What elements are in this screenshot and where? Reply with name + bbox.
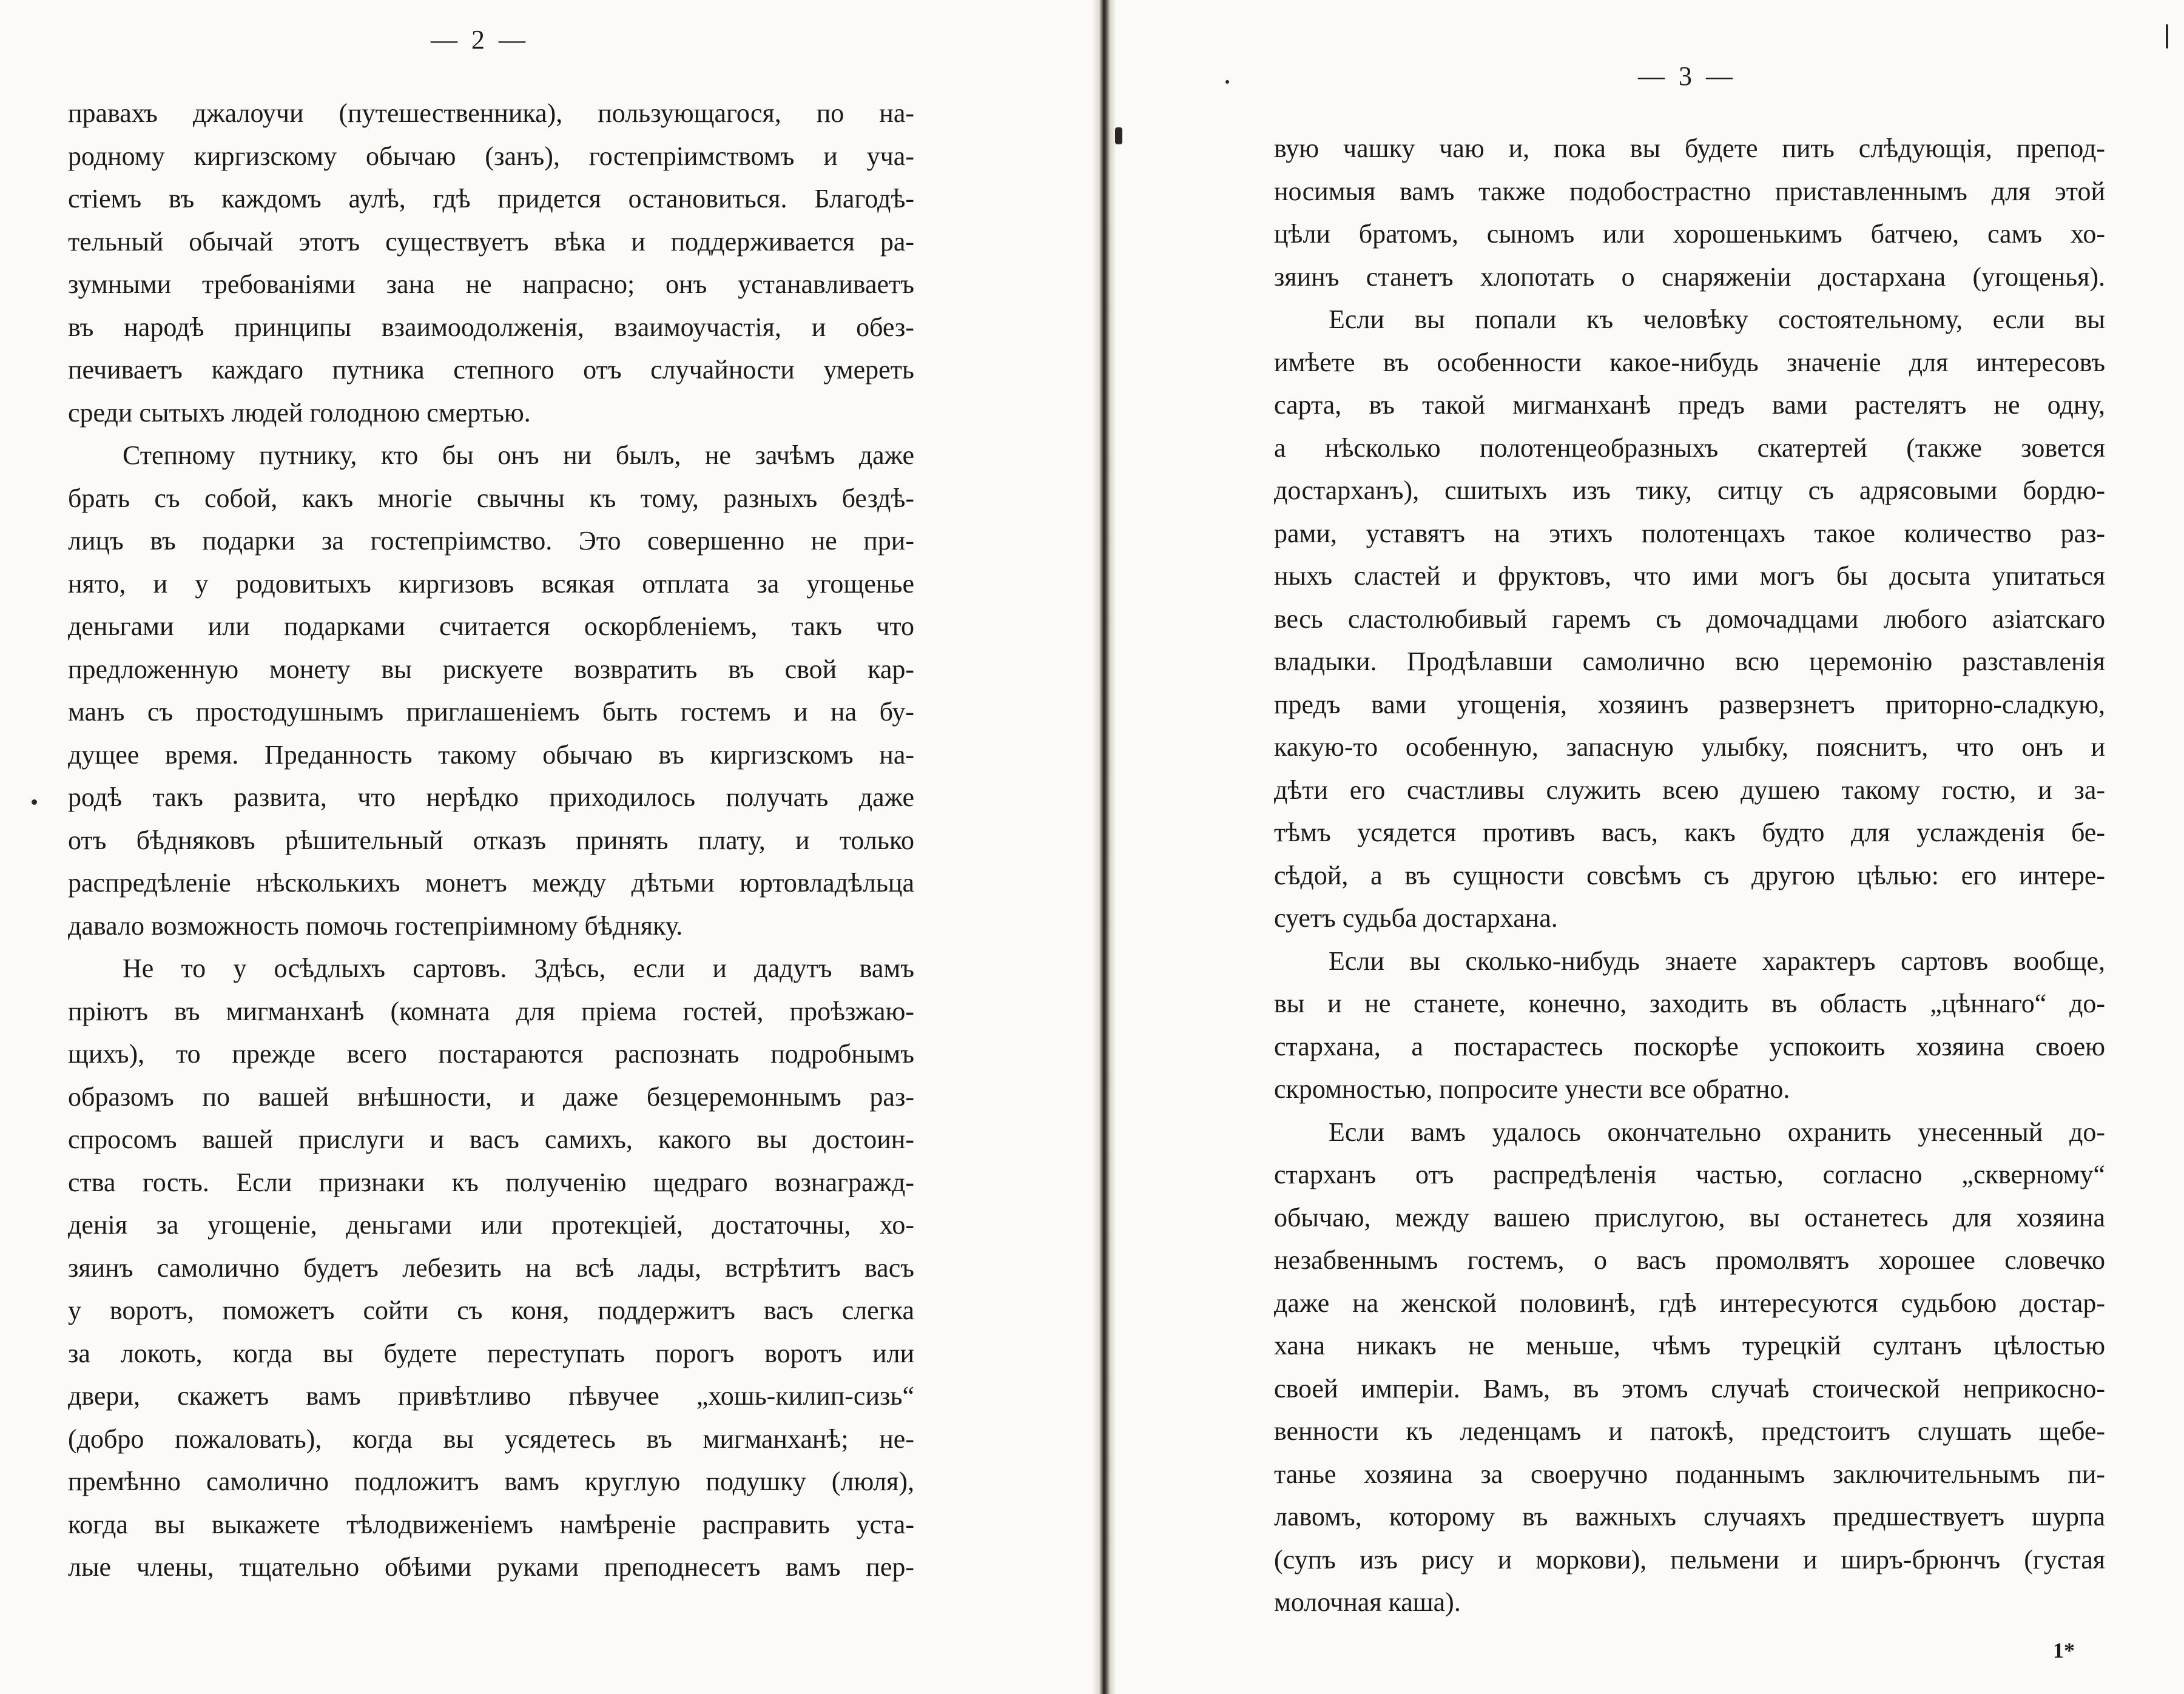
text-line: пріютъ въ мигманханѣ (комната для пріема гостей, проѣзжаю-	[68, 996, 914, 1026]
text-line: лавомъ, которому въ важныхъ случаяхъ предшествуетъ шурпа	[1274, 1502, 2105, 1531]
paragraph	[68, 434, 914, 947]
paragraph	[1274, 298, 2105, 940]
left-page	[0, 0, 1086, 1694]
text-line: нято, и у родовитыхъ киргизовъ всякая отплата за угощенье	[68, 568, 914, 599]
left-page-text	[68, 92, 914, 1589]
paragraph	[1274, 940, 2105, 1111]
text-line: вую чашку чаю и, пока вы будете пить слѣдующія, препод-	[1274, 133, 2105, 163]
text-line: Не то у осѣдлыхъ сартовъ. Здѣсь, если и дадутъ вамъ	[123, 953, 914, 983]
text-line: за локоть, когда вы будете переступать порогъ воротъ или	[68, 1338, 914, 1368]
text-line: лицъ въ подарки за гостепріимство. Это совершенно не при-	[68, 526, 914, 556]
text-line: старханъ отъ распредѣленія частью, согласно „скверному“	[1274, 1160, 2105, 1189]
text-line: а нѣсколько полотенцеобразныхъ скатертей (также зовется	[1274, 432, 2105, 463]
text-line: двери, скажетъ вамъ привѣтливо пѣвучее „хошь-килип-сизь“	[68, 1381, 914, 1411]
text-line: обычаю, между вашею прислугою, вы останетесь для хозяина	[1274, 1202, 2105, 1232]
print-speck	[1225, 80, 1229, 84]
paragraph	[68, 92, 914, 434]
text-line: скромностью, попросите унести все обратно.	[1274, 1074, 1790, 1104]
text-line: сѣдой, а въ сущности совсѣмъ съ другою цѣлью: его интере-	[1274, 860, 2105, 890]
text-line: правахъ джалоучи (путешественника), пользующагося, по на-	[68, 98, 914, 128]
text-line: какую-то особенную, запасную улыбку, пояснитъ, что онъ и	[1274, 732, 2105, 762]
text-line: предложенную монету вы рискуете возвратить въ свой кар-	[68, 654, 914, 684]
text-line: зяинъ самолично будетъ лебезить на всѣ лады, встрѣтитъ васъ	[68, 1252, 914, 1283]
text-line: даже на женской половинѣ, гдѣ интересуются судьбою достар-	[1274, 1288, 2105, 1318]
text-line: Степному путнику, кто бы онъ ни былъ, не зачѣмъ даже	[123, 440, 914, 470]
text-line: отъ бѣдняковъ рѣшительный отказъ принять плату, и только	[68, 825, 914, 855]
signature-mark: 1*	[2053, 1638, 2075, 1662]
text-line: у воротъ, поможетъ сойти съ коня, поддержитъ васъ слегка	[68, 1296, 914, 1325]
right-page	[1122, 0, 2184, 1694]
text-line: печиваетъ каждаго путника степного отъ случайности умереть	[68, 355, 914, 385]
print-speck	[1115, 127, 1122, 144]
text-line: зумными требованіями зана не напрасно; онъ устанавливаетъ	[68, 269, 914, 299]
text-line: тѣмъ усядется противъ васъ, какъ будто для услажденія бе-	[1274, 818, 2105, 847]
text-line: родѣ такъ развита, что нерѣдко приходилось получать даже	[68, 782, 914, 812]
text-line: давало возможность помочь гостепріимному бѣдняку.	[68, 910, 683, 941]
text-line: деньгами или подарками считается оскорбленіемъ, такъ что	[68, 611, 914, 641]
text-line: (супъ изъ рису и моркови), пельмени и ширъ-брюнчъ (густая	[1274, 1544, 2105, 1575]
text-line: имѣете въ особенности какое-нибудь значеніе для интересовъ	[1274, 347, 2105, 377]
text-line: сарта, въ такой мигманханѣ предъ вами растелятъ не одну,	[1274, 390, 2105, 420]
text-line: весь сластолюбивый гаремъ съ домочадцами любого азіатскаго	[1274, 603, 2105, 634]
text-line: (добро пожаловать), когда вы усядетесь въ мигманханѣ; не-	[68, 1423, 914, 1454]
text-line: ныхъ сластей и фруктовъ, что ими могъ бы досыта упитаться	[1274, 561, 2105, 591]
text-line: достарханъ), сшитыхъ изъ тику, ситцу съ адрясовыми бордю-	[1274, 476, 2105, 505]
text-line: танье хозяина за своеручно поданнымъ заключительнымъ пи-	[1274, 1459, 2105, 1489]
print-speck	[2166, 24, 2168, 49]
text-line: щихъ), то прежде всего постараются распознать подробнымъ	[68, 1039, 914, 1069]
text-line: Если вы попали къ человѣку состоятельному, если вы	[1329, 304, 2105, 334]
text-line: незабвеннымъ гостемъ, о васъ промолвятъ хорошее словечко	[1274, 1245, 2105, 1275]
print-speck	[32, 799, 37, 805]
text-line: образомъ по вашей внѣшности, и даже безцеремоннымъ раз-	[68, 1081, 914, 1112]
text-line: лые члены, тщательно обѣими руками преподнесетъ вамъ пер-	[68, 1552, 914, 1582]
text-line: премѣнно самолично подложитъ вамъ круглую подушку (люля),	[68, 1467, 914, 1496]
text-line: брать съ собой, какъ многіе свычны къ тому, разныхъ бездѣ-	[68, 483, 914, 513]
right-page-text	[1274, 127, 2105, 1624]
text-line: вы и не станете, конечно, заходить въ область „цѣннаго“ до-	[1274, 989, 2105, 1018]
text-line: денія за угощеніе, деньгами или протекціей, достаточны, хо-	[68, 1210, 914, 1240]
text-line: ства гость. Если признаки къ полученію щедраго вознагражд-	[68, 1167, 914, 1197]
text-line: тельный обычай этотъ существуетъ вѣка и поддерживается ра-	[68, 226, 914, 257]
text-line: своей имперіи. Вамъ, въ этомъ случаѣ стоической неприкосно-	[1274, 1373, 2105, 1403]
text-line: когда вы выкажете тѣлодвиженіемъ намѣреніе расправить уста-	[68, 1509, 914, 1539]
text-line: владыки. Продѣлавши самолично всю церемонію разставленія	[1274, 647, 2105, 676]
text-line: венности къ леденцамъ и патокѣ, предстоитъ слушать щебе-	[1274, 1416, 2105, 1446]
paragraph	[1274, 127, 2105, 298]
text-line: цѣли братомъ, сыномъ или хорошенькимъ батчею, самъ хо-	[1274, 219, 2105, 249]
text-line: стархана, а постарастесь поскорѣе успокоить хозяина своею	[1274, 1031, 2105, 1061]
text-line: родному киргизскому обычаю (занъ), гостепріимствомъ и уча-	[68, 141, 914, 171]
text-line: зяинъ станетъ хлопотать о снаряженіи достархана (угощенья).	[1274, 261, 2105, 292]
text-line: суетъ судьба достархана.	[1274, 903, 1558, 933]
text-line: дущее время. Преданность такому обычаю въ киргизскомъ на-	[68, 739, 914, 770]
text-line: распредѣленіе нѣсколькихъ монетъ между дѣтьми юртовладѣльца	[68, 868, 914, 898]
text-line: манъ съ простодушнымъ приглашеніемъ быть гостемъ и на бу-	[68, 697, 914, 727]
text-line: дѣти его счастливы служить всею душею такому гостю, и за-	[1274, 775, 2105, 805]
text-line: Если вы сколько-нибудь знаете характеръ сартовъ вообще,	[1329, 946, 2105, 976]
page-number-right: — 3 —	[1638, 61, 1736, 91]
book-gutter	[1092, 0, 1116, 1694]
text-line: носимыя вамъ также подобострастно приставленнымъ для этой	[1274, 176, 2105, 206]
page-number-left: — 2 —	[431, 25, 529, 55]
text-line: стіемъ въ каждомъ аулѣ, гдѣ придется остановиться. Благодѣ-	[68, 184, 914, 213]
text-line: рами, уставятъ на этихъ полотенцахъ такое количество раз-	[1274, 518, 2105, 548]
text-line: среди сытыхъ людей голодною смертью.	[68, 397, 531, 428]
text-line: молочная каша).	[1274, 1587, 1461, 1617]
text-line: спросомъ вашей прислуги и васъ самихъ, какого вы достоин-	[68, 1124, 914, 1154]
text-line: хана никакъ не меньше, чѣмъ турецкій султанъ цѣлостью	[1274, 1331, 2105, 1360]
text-line: въ народѣ принципы взаимоодолженія, взаимоучастія, и обез-	[68, 312, 914, 342]
paragraph	[68, 947, 914, 1589]
paragraph	[1274, 1111, 2105, 1624]
text-line: Если вамъ удалось окончательно охранить унесенный до-	[1329, 1117, 2105, 1147]
text-line: предъ вами угощенія, хозяинъ разверзнетъ приторно-сладкую,	[1274, 689, 2105, 719]
